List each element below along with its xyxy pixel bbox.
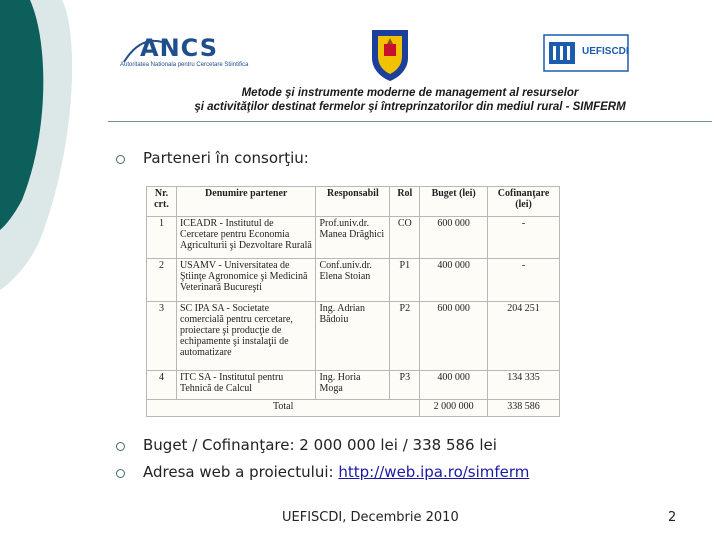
cell-nr: 4 (147, 370, 177, 400)
cell-budget: 400 000 (420, 370, 488, 400)
cell-role: CO (390, 216, 420, 259)
cell-responsible: Prof.univ.dr. Manea Drăghici (316, 216, 390, 259)
cell-responsible: Conf.univ.dr. Elena Stoian (316, 259, 390, 302)
total-budget: 2 000 000 (420, 400, 488, 417)
cell-role: P3 (390, 370, 420, 400)
bullet-circle-icon (116, 469, 125, 478)
budget-line: Buget / Cofinanţare: 2 000 000 lei / 338 586 lei (143, 436, 497, 454)
bullet-circle-icon (116, 442, 125, 451)
total-cofinancing: 338 586 (488, 400, 560, 417)
col-header-partner: Denumire partener (176, 187, 316, 217)
col-header-cofinancing: Cofinanţare (lei) (488, 187, 560, 217)
footer-text: UEFISCDI, Decembrie 2010 (282, 510, 459, 525)
cell-budget: 400 000 (420, 259, 488, 302)
cell-partner: SC IPA SA - Societate comercială pentru cercetare, proiectare şi producţie de echipamente şi instalaţii de automatizare (176, 301, 316, 370)
cell-role: P1 (390, 259, 420, 302)
cell-nr: 3 (147, 301, 177, 370)
web-address-line (143, 463, 529, 481)
coat-of-arms-icon (368, 24, 412, 82)
cell-nr: 1 (147, 216, 177, 259)
cell-cofinancing: - (488, 259, 560, 302)
cell-responsible: Ing. Horia Moga (316, 370, 390, 400)
ancs-logo-subtitle: Autoritatea Nationala pentru Cercetare Stiintifica (120, 62, 249, 68)
uefiscdi-logo-text: UEFISCDI (582, 46, 629, 57)
decorative-background-shape (0, 0, 110, 300)
cell-cofinancing: 204 251 (488, 301, 560, 370)
header-divider (108, 121, 712, 122)
table-total-row (147, 400, 560, 417)
cell-responsible: Ing. Adrian Bădoiu (316, 301, 390, 370)
project-website-link[interactable]: http://web.ipa.ro/simferm (338, 463, 530, 481)
project-title-line2: şi activităţilor destinat fermelor şi întreprinzatorilor din mediul rural - SIMFERM (194, 101, 626, 113)
cell-budget: 600 000 (420, 216, 488, 259)
cell-budget: 600 000 (420, 301, 488, 370)
cell-role: P2 (390, 301, 420, 370)
project-title (108, 86, 712, 114)
col-header-nr: Nr. crt. (147, 187, 177, 217)
col-header-responsible: Responsabil (316, 187, 390, 217)
col-header-budget: Buget (lei) (420, 187, 488, 217)
page-number: 2 (668, 510, 677, 525)
table-row (147, 216, 560, 259)
table-row (147, 259, 560, 302)
cell-cofinancing: - (488, 216, 560, 259)
col-header-role: Rol (390, 187, 420, 217)
project-title-line1: Metode şi instrumente moderne de management al resurselor (241, 87, 579, 99)
cell-cofinancing: 134 335 (488, 370, 560, 400)
table-header-row (147, 187, 560, 217)
cell-partner: ITC SA - Institutul pentru Tehnică de Calcul (176, 370, 316, 400)
total-label: Total (147, 400, 420, 417)
table-row (147, 370, 560, 400)
table-row (147, 301, 560, 370)
partners-table (146, 186, 560, 417)
cell-nr: 2 (147, 259, 177, 302)
bullet-circle-icon (116, 155, 125, 164)
cell-partner: USAMV - Universitatea de Ştiinţe Agronomice şi Medicină Veterinară Bucureşti (176, 259, 316, 302)
ancs-logo-text: ANCS (140, 34, 219, 62)
cell-partner: ICEADR - Institutul de Cercetare pentru Economia Agriculturii şi Dezvoltare Rurală (176, 216, 316, 259)
web-address-label: Adresa web a proiectului: (143, 463, 339, 481)
partners-heading: Parteneri în consorţiu: (143, 149, 309, 167)
